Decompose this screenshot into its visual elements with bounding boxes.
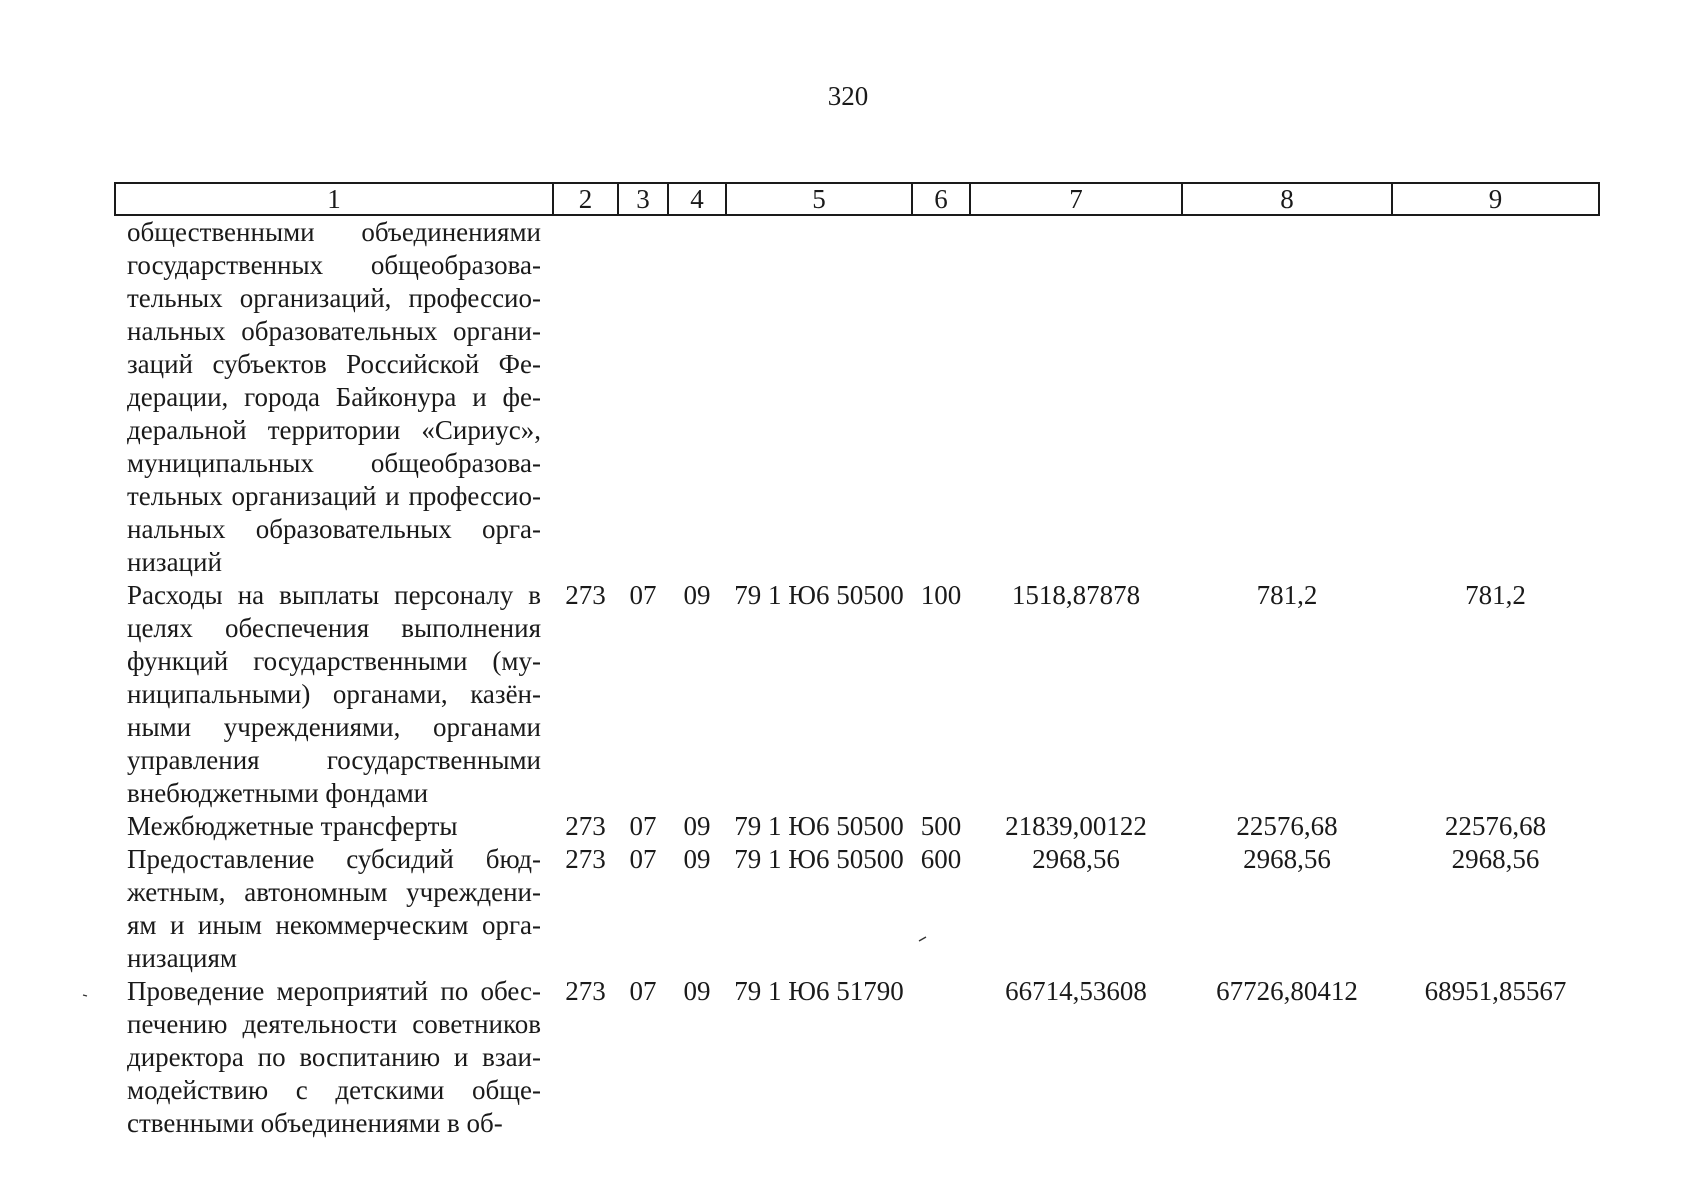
row-target-article: 79 1 Ю6 51790 [734, 976, 904, 1006]
row-section-code: 07 [629, 976, 657, 1006]
header-col-7: 7 [970, 183, 1182, 215]
scan-speck [82, 993, 88, 997]
row-target-article: 79 1 Ю6 50500 [734, 844, 904, 874]
row-target-article: 79 1 Ю6 50500 [734, 811, 904, 841]
header-col-4: 4 [668, 183, 726, 215]
table-row [115, 975, 1599, 1140]
page-number: 320 [827, 81, 869, 111]
row-subsection-code [668, 215, 726, 579]
row-expense-type: 100 [920, 580, 962, 610]
table-row [115, 843, 1599, 975]
table-row [115, 810, 1599, 843]
row-expense-type: 500 [920, 811, 962, 841]
scan-speck [918, 936, 928, 942]
header-col-3: 3 [618, 183, 668, 215]
header-col-2: 2 [553, 183, 618, 215]
row-target-article: 79 1 Ю6 50500 [734, 580, 904, 610]
row-name: Предоставление субсидий бюд-жетным, автономным учреждени-ям и иным некоммерческим орга-низациям [127, 844, 541, 973]
row-subsection-code: 09 [683, 811, 711, 841]
row-subsection-code: 09 [683, 844, 711, 874]
header-col-5: 5 [726, 183, 912, 215]
row-expense-type [912, 975, 970, 1140]
row-expense-type: 600 [920, 844, 962, 874]
row-amount-year-1: 66714,53608 [1005, 976, 1147, 1006]
row-amount-year-3: 2968,56 [1451, 844, 1540, 874]
row-section-code [618, 215, 668, 579]
row-amount-year-1: 1518,87878 [1011, 580, 1141, 610]
row-amount-year-3: 781,2 [1465, 580, 1526, 610]
row-name: Межбюджетные трансферты [127, 811, 458, 841]
header-col-9: 9 [1392, 183, 1599, 215]
row-amount-year-3: 68951,85567 [1424, 976, 1567, 1006]
row-amount-year-1 [970, 215, 1182, 579]
row-subsection-code: 09 [683, 580, 711, 610]
budget-table [114, 182, 1600, 1140]
row-name: общественными объединениями государственных общеобразова-тельных организаций, профессио-нальных образовательных органи-заций субъектов Российской Фе-дерации, города Байконура и фе-деральной территории «Сириус», муниципальных общеобразова-тельных организаций и профессио-нальных образовательных орга-низаций [127, 217, 541, 577]
row-ministry-code [553, 215, 618, 579]
table-row [115, 215, 1599, 579]
row-amount-year-1: 2968,56 [1032, 844, 1120, 874]
row-amount-year-3 [1392, 215, 1599, 579]
table-row [115, 579, 1599, 810]
row-name: Проведение мероприятий по обес-печению деятельности советников директора по воспитанию и взаи-модействию с детскими обще-ственными объединениями в об- [127, 976, 541, 1138]
row-ministry-code: 273 [565, 811, 606, 841]
row-amount-year-3: 22576,68 [1444, 811, 1547, 841]
row-ministry-code: 273 [565, 976, 606, 1006]
row-section-code: 07 [629, 580, 657, 610]
row-amount-year-2: 2968,56 [1243, 844, 1331, 874]
header-col-8: 8 [1182, 183, 1392, 215]
row-amount-year-2: 67726,80412 [1216, 976, 1358, 1006]
row-ministry-code: 273 [565, 580, 606, 610]
row-amount-year-2: 781,2 [1256, 580, 1318, 610]
row-subsection-code: 09 [683, 976, 711, 1006]
row-section-code: 07 [629, 844, 657, 874]
row-section-code: 07 [629, 811, 657, 841]
header-col-1: 1 [115, 183, 553, 215]
header-col-6: 6 [912, 183, 970, 215]
row-amount-year-2 [1182, 215, 1392, 579]
row-amount-year-1: 21839,00122 [1005, 811, 1147, 841]
row-target-article [726, 215, 912, 579]
row-expense-type [912, 215, 970, 579]
row-ministry-code: 273 [565, 844, 606, 874]
row-name: Расходы на выплаты персоналу в целях обеспечения выполнения функций государственными (му-ниципальными) органами, казён-ными учреждениями, органами управления государственными внебюджетными фондами [127, 580, 541, 808]
header-row [115, 183, 1599, 215]
row-amount-year-2: 22576,68 [1236, 811, 1338, 841]
